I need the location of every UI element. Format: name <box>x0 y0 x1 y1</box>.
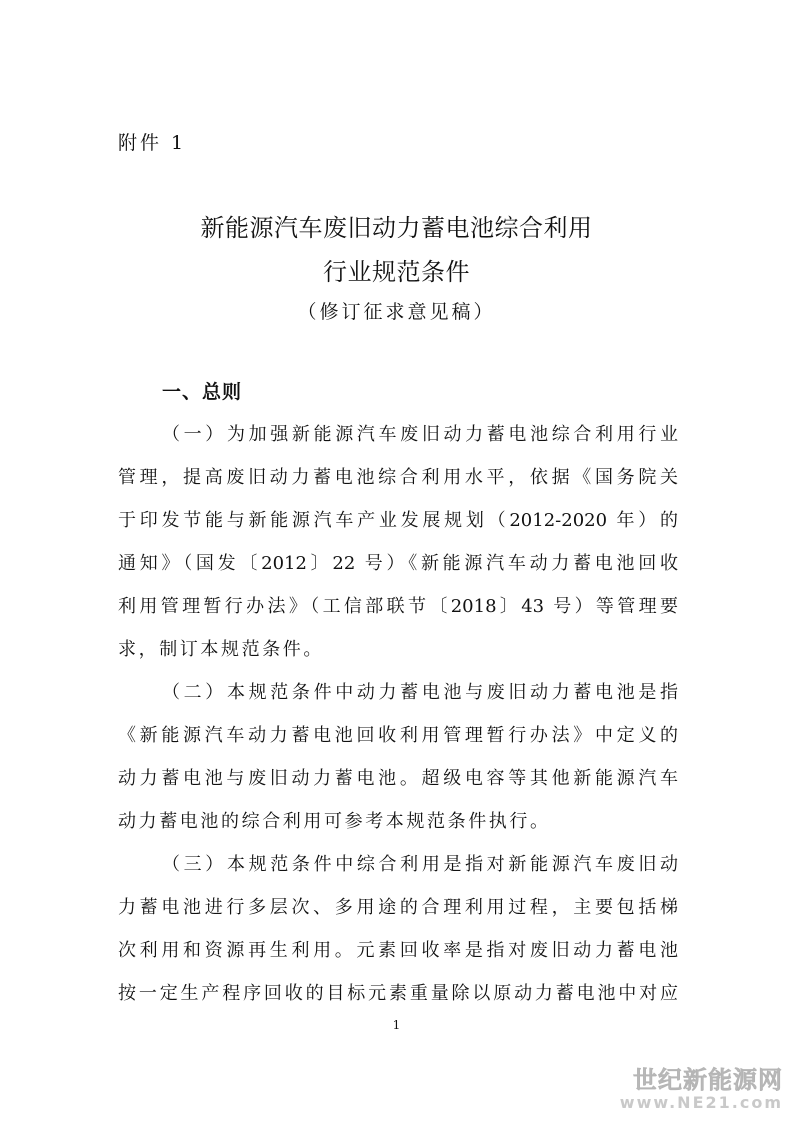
paragraph-2-line-3: 动力蓄电池与废旧动力蓄电池。超级电容等其他新能源汽车 <box>118 768 678 789</box>
watermark-site-url: www.NE21.com <box>619 1093 783 1112</box>
paragraph-3-line-4: 按一定生产程序回收的目标元素重量除以原动力蓄电池中对应 <box>118 983 678 1004</box>
watermark-site-name: 世纪新能源网 <box>633 1066 783 1094</box>
paragraph-3-line-3: 次利用和资源再生利用。元素回收率是指对废旧动力蓄电池 <box>118 940 678 961</box>
document-title-line-2: 行业规范条件 <box>323 258 470 286</box>
paragraph-3-line-2: 力蓄电池进行多层次、多用途的合理利用过程，主要包括梯 <box>118 897 678 918</box>
document-subtitle: （修订征求意见稿） <box>297 301 496 323</box>
paragraph-1-line-4: 通知》（国发〔2012〕22 号）《新能源汽车动力蓄电池回收 <box>118 553 678 574</box>
paragraph-2-line-2: 《新能源汽车动力蓄电池回收利用管理暂行办法》中定义的 <box>118 725 678 746</box>
paragraph-1-line-6: 求，制订本规范条件。 <box>118 639 324 660</box>
site-watermark <box>620 1066 783 1112</box>
document-title-line-1: 新能源汽车废旧动力蓄电池综合利用 <box>200 214 593 242</box>
paragraph-1-line-1: （一）为加强新能源汽车废旧动力蓄电池综合利用行业 <box>162 424 678 445</box>
paragraph-1-line-5: 利用管理暂行办法》（工信部联节〔2018〕43 号）等管理要 <box>118 596 678 617</box>
paragraph-1-line-3: 于印发节能与新能源汽车产业发展规划（2012-2020 年）的 <box>118 510 678 531</box>
attachment-label: 附件 1 <box>118 132 187 154</box>
paragraph-2-line-1: （二）本规范条件中动力蓄电池与废旧动力蓄电池是指 <box>162 682 678 703</box>
section-heading: 一、总则 <box>162 381 243 403</box>
page-number: 1 <box>392 1018 401 1032</box>
paragraph-1-line-2: 管理，提高废旧动力蓄电池综合利用水平，依据《国务院关 <box>118 467 678 488</box>
paragraph-3-line-1: （三）本规范条件中综合利用是指对新能源汽车废旧动 <box>162 854 678 875</box>
paragraph-2-line-4: 动力蓄电池的综合利用可参考本规范条件执行。 <box>118 811 551 832</box>
